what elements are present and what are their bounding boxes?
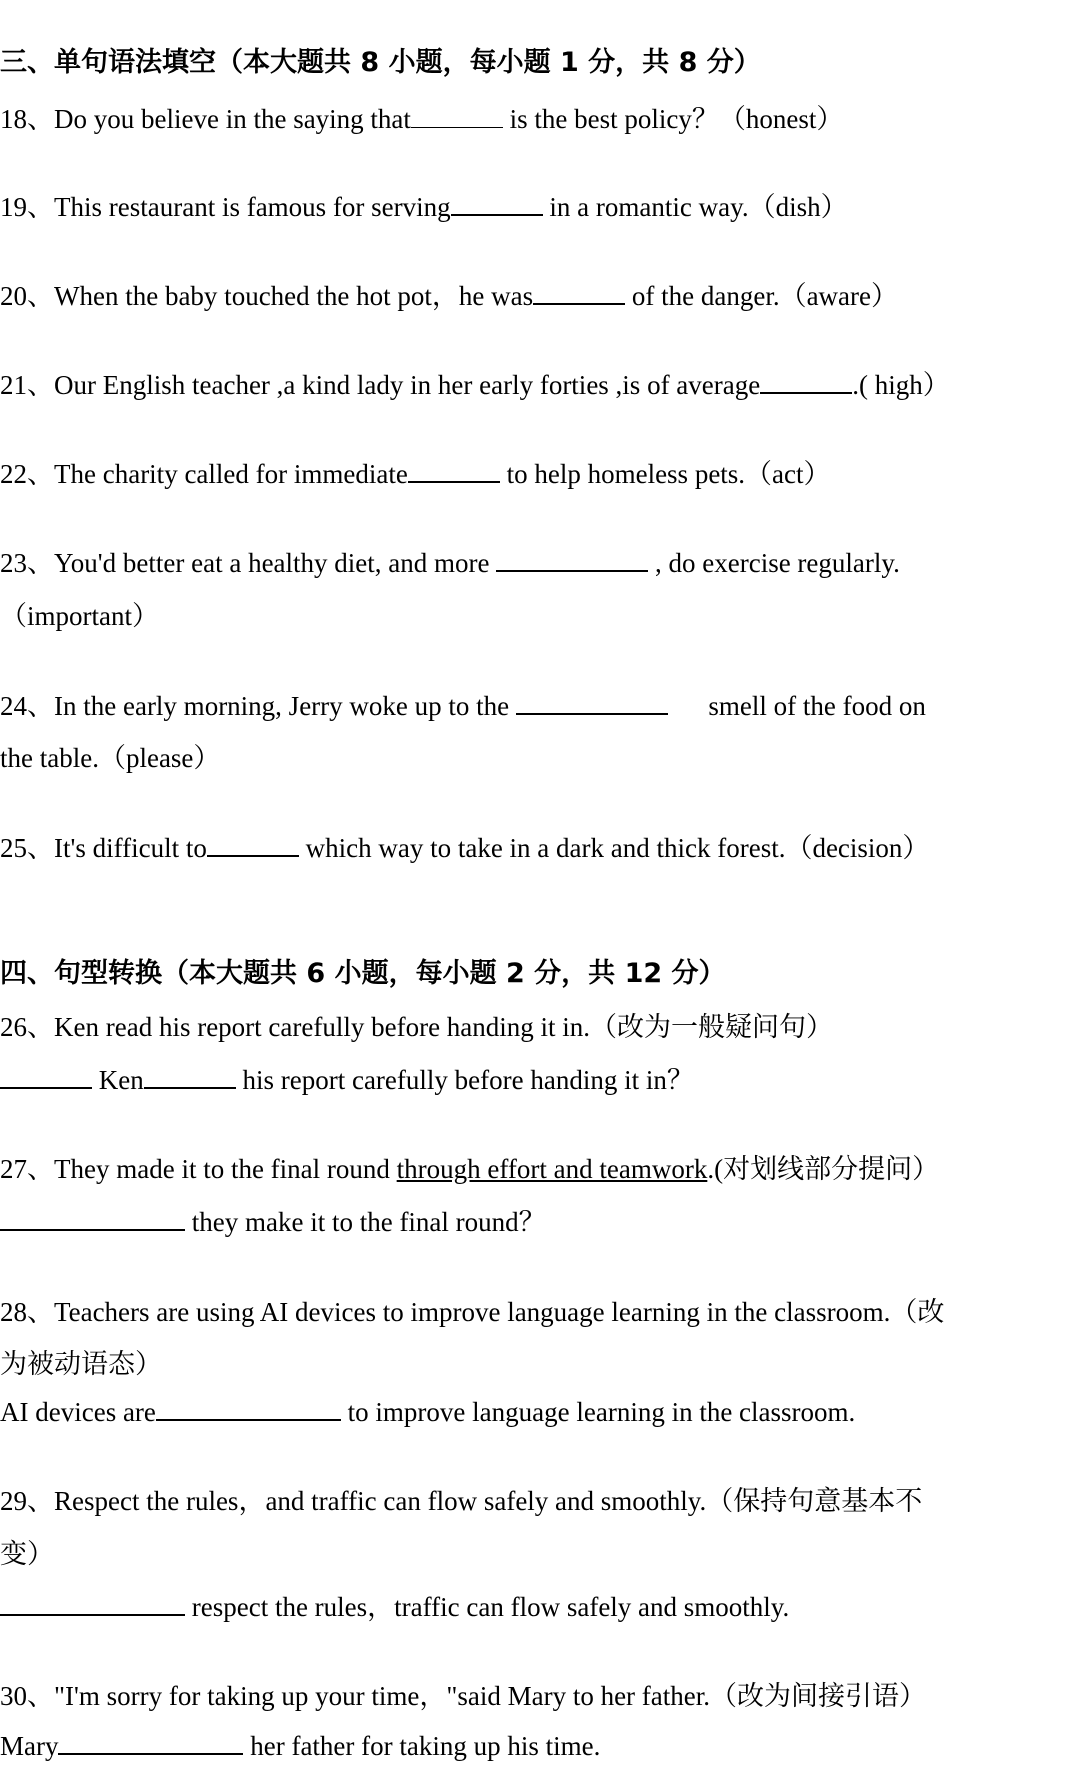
question-19-text: 19、This restaurant is famous for serving <box>0 192 451 222</box>
question-30-answer-before: Mary <box>0 1731 59 1761</box>
question-26-after: his report carefully before handing it in？ <box>235 1065 694 1095</box>
answer-blank-21[interactable] <box>760 368 852 394</box>
question-29-answer-text: respect the rules，traffic can flow safely and smoothly. <box>185 1592 790 1622</box>
question-23-hint: （important） <box>0 601 159 631</box>
question-18-hint: is the best policy？（honest） <box>502 104 844 134</box>
question-21 <box>0 368 950 402</box>
question-18-text: 18、Do you believe in the saying that <box>0 104 411 134</box>
question-20 <box>0 279 898 313</box>
question-26: 26、Ken read his report carefully before handing it in.（改为一般疑问句） <box>0 1012 834 1042</box>
answer-blank-24[interactable] <box>516 689 668 715</box>
question-27-underlined: through effort and teamwork <box>396 1154 708 1184</box>
question-29-answer-line <box>0 1590 789 1624</box>
question-28-answer-after: to improve language learning in the classroom. <box>340 1397 856 1427</box>
answer-blank-27[interactable] <box>0 1205 185 1231</box>
question-23-text-after: , do exercise regularly. <box>648 548 900 578</box>
answer-blank-18[interactable] <box>411 103 503 128</box>
question-22 <box>0 457 831 491</box>
answer-blank-26b[interactable] <box>144 1063 236 1089</box>
question-25 <box>0 831 929 865</box>
question-23 <box>0 546 900 580</box>
question-25-hint: which way to take in a dark and thick forest.（decision） <box>298 833 930 863</box>
question-26-answer-line <box>0 1063 694 1097</box>
answer-blank-29[interactable] <box>0 1590 185 1616</box>
question-30-answer-line <box>0 1729 600 1763</box>
question-29: 29、Respect the rules，and traffic can flow safely and smoothly.（保持句意基本不 <box>0 1486 923 1516</box>
question-24-text-after: smell of the food on <box>667 691 926 721</box>
answer-blank-20[interactable] <box>533 279 625 305</box>
answer-blank-25[interactable] <box>207 831 299 857</box>
question-26-mid: Ken <box>92 1065 144 1095</box>
question-22-hint: to help homeless pets.（act） <box>499 459 831 489</box>
question-28-answer-before: AI devices are <box>0 1397 156 1427</box>
answer-blank-23[interactable] <box>496 546 648 572</box>
question-28: 28、Teachers are using AI devices to improve language learning in the classroom.（改 <box>0 1297 945 1327</box>
question-28-answer-line <box>0 1395 855 1429</box>
question-27-hint: .(对划线部分提问） <box>707 1154 940 1184</box>
question-27-answer-line <box>0 1205 546 1239</box>
question-27-answer-text: they make it to the final round？ <box>185 1207 546 1237</box>
question-19-hint: in a romantic way.（dish） <box>542 192 848 222</box>
section-3-heading: 三、单句语法填空（本大题共 8 小题，每小题 1 分，共 8 分） <box>0 47 761 78</box>
question-28-cont: 为被动语态） <box>0 1349 162 1379</box>
answer-blank-26a[interactable] <box>0 1063 92 1089</box>
question-20-hint: of the danger.（aware） <box>625 281 899 311</box>
question-24-text: 24、In the early morning, Jerry woke up to the <box>0 691 516 721</box>
question-21-hint: .( high） <box>852 370 950 400</box>
question-30-answer-after: her father for taking up his time. <box>243 1731 601 1761</box>
question-24-hint: the table.（please） <box>0 743 221 773</box>
question-23-text: 23、You'd better eat a healthy diet, and more <box>0 548 497 578</box>
question-29-cont: 变） <box>0 1539 54 1569</box>
answer-blank-30[interactable] <box>58 1729 243 1755</box>
question-27 <box>0 1152 939 1186</box>
question-21-text: 21、Our English teacher ,a kind lady in her early forties ,is of average <box>0 370 761 400</box>
question-24 <box>0 689 926 723</box>
question-18 <box>0 102 843 136</box>
question-22-text: 22、The charity called for immediate <box>0 459 408 489</box>
question-19 <box>0 190 848 224</box>
question-30: 30、"I'm sorry for taking up your time，"said Mary to her father.（改为间接引语） <box>0 1681 927 1711</box>
section-4-heading: 四、句型转换（本大题共 6 小题，每小题 2 分，共 12 分） <box>0 958 726 989</box>
question-25-text: 25、It's difficult to <box>0 833 207 863</box>
answer-blank-22[interactable] <box>408 457 500 483</box>
question-20-text: 20、When the baby touched the hot pot，he was <box>0 281 534 311</box>
answer-blank-19[interactable] <box>451 190 543 216</box>
question-27-text: 27、They made it to the final round <box>0 1154 397 1184</box>
answer-blank-28[interactable] <box>156 1395 341 1421</box>
